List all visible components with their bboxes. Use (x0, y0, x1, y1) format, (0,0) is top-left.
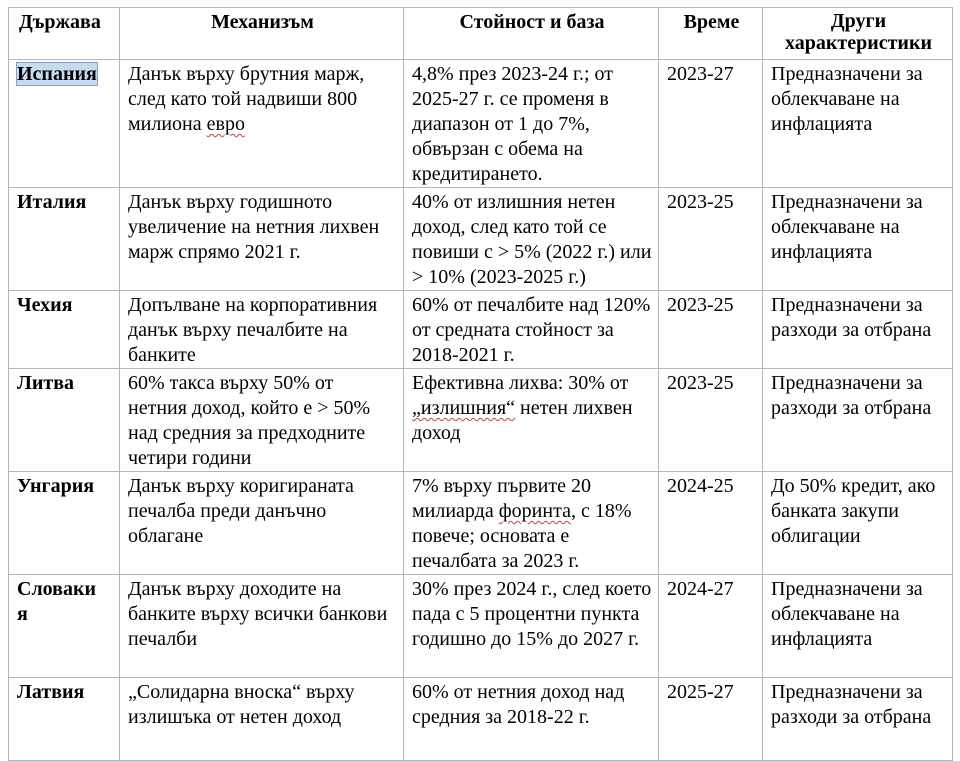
mechanism-cell: Допълване на корпоративния данък върху печалбите на банките (120, 291, 404, 369)
country-cell: Словаки я (9, 575, 120, 678)
table-row (9, 575, 953, 678)
other-cell: Предназначени за облекчаване на инфлацията (763, 188, 953, 291)
table-row (9, 472, 953, 575)
other-cell: Предназначени за разходи за отбрана (763, 291, 953, 369)
time-cell: 2024-27 (659, 575, 763, 678)
country-cell: Италия (9, 188, 120, 291)
mechanism-cell: Данък върху брутния марж, след като той надвиши 800 милиона евро (120, 60, 404, 188)
other-cell: Предназначени за облекчаване на инфлацията (763, 60, 953, 188)
header-value: Стойност и база (404, 8, 659, 60)
bank-tax-table (8, 7, 953, 761)
selected-text[interactable]: Испания (17, 63, 97, 85)
country-cell: Чехия (9, 291, 120, 369)
time-cell: 2023-25 (659, 291, 763, 369)
country-cell[interactable] (9, 60, 120, 188)
value-cell: 40% от излишния нетен доход, след като той се повиши с > 5% (2022 г.) или > 10% (2023-2025 г.) (404, 188, 659, 291)
other-cell: Предназначени за разходи за отбрана (763, 369, 953, 472)
value-cell: Ефективна лихва: 30% от „излишния“ нетен лихвен доход (404, 369, 659, 472)
value-cell: 60% от нетния доход над средния за 2018-22 г. (404, 678, 659, 761)
table-row (9, 60, 953, 188)
time-cell: 2023-25 (659, 369, 763, 472)
country-cell: Литва (9, 369, 120, 472)
time-cell: 2024-25 (659, 472, 763, 575)
header-time: Време (659, 8, 763, 60)
mechanism-cell: 60% такса върху 50% от нетния доход, който е > 50% над средния за предходните четири години (120, 369, 404, 472)
value-cell: 4,8% през 2023-24 г.; от 2025-27 г. се променя в диапазон от 1 до 7%, обвързан с обема на кредитирането. (404, 60, 659, 188)
mechanism-cell: Данък върху годишното увеличение на нетния лихвен марж спрямо 2021 г. (120, 188, 404, 291)
mechanism-cell: Данък върху доходите на банките върху всички банкови печалби (120, 575, 404, 678)
mechanism-cell: „Солидарна вноска“ върху излишъка от нетен доход (120, 678, 404, 761)
document-page (8, 7, 952, 742)
value-cell: 7% върху първите 20 милиарда форинта, с 18% повече; основата е печалбата за 2023 г. (404, 472, 659, 575)
value-cell: 30% през 2024 г., след което пада с 5 процентни пункта годишно до 15% до 2027 г. (404, 575, 659, 678)
other-cell: Предназначени за разходи за отбрана (763, 678, 953, 761)
header-mechanism: Механизъм (120, 8, 404, 60)
header-row (9, 8, 953, 60)
time-cell: 2025-27 (659, 678, 763, 761)
other-cell: Предназначени за облекчаване на инфлацията (763, 575, 953, 678)
table-row (9, 369, 953, 472)
time-cell: 2023-27 (659, 60, 763, 188)
header-country: Държава (9, 8, 120, 60)
header-other: Други характеристики (763, 8, 953, 60)
table-row (9, 678, 953, 761)
value-cell: 60% от печалбите над 120% от средната стойност за 2018-2021 г. (404, 291, 659, 369)
table-row (9, 291, 953, 369)
table-row (9, 188, 953, 291)
country-cell: Унгария (9, 472, 120, 575)
mechanism-cell: Данък върху коригираната печалба преди данъчно облагане (120, 472, 404, 575)
other-cell: До 50% кредит, ако банката закупи облигации (763, 472, 953, 575)
time-cell: 2023-25 (659, 188, 763, 291)
country-cell: Латвия (9, 678, 120, 761)
